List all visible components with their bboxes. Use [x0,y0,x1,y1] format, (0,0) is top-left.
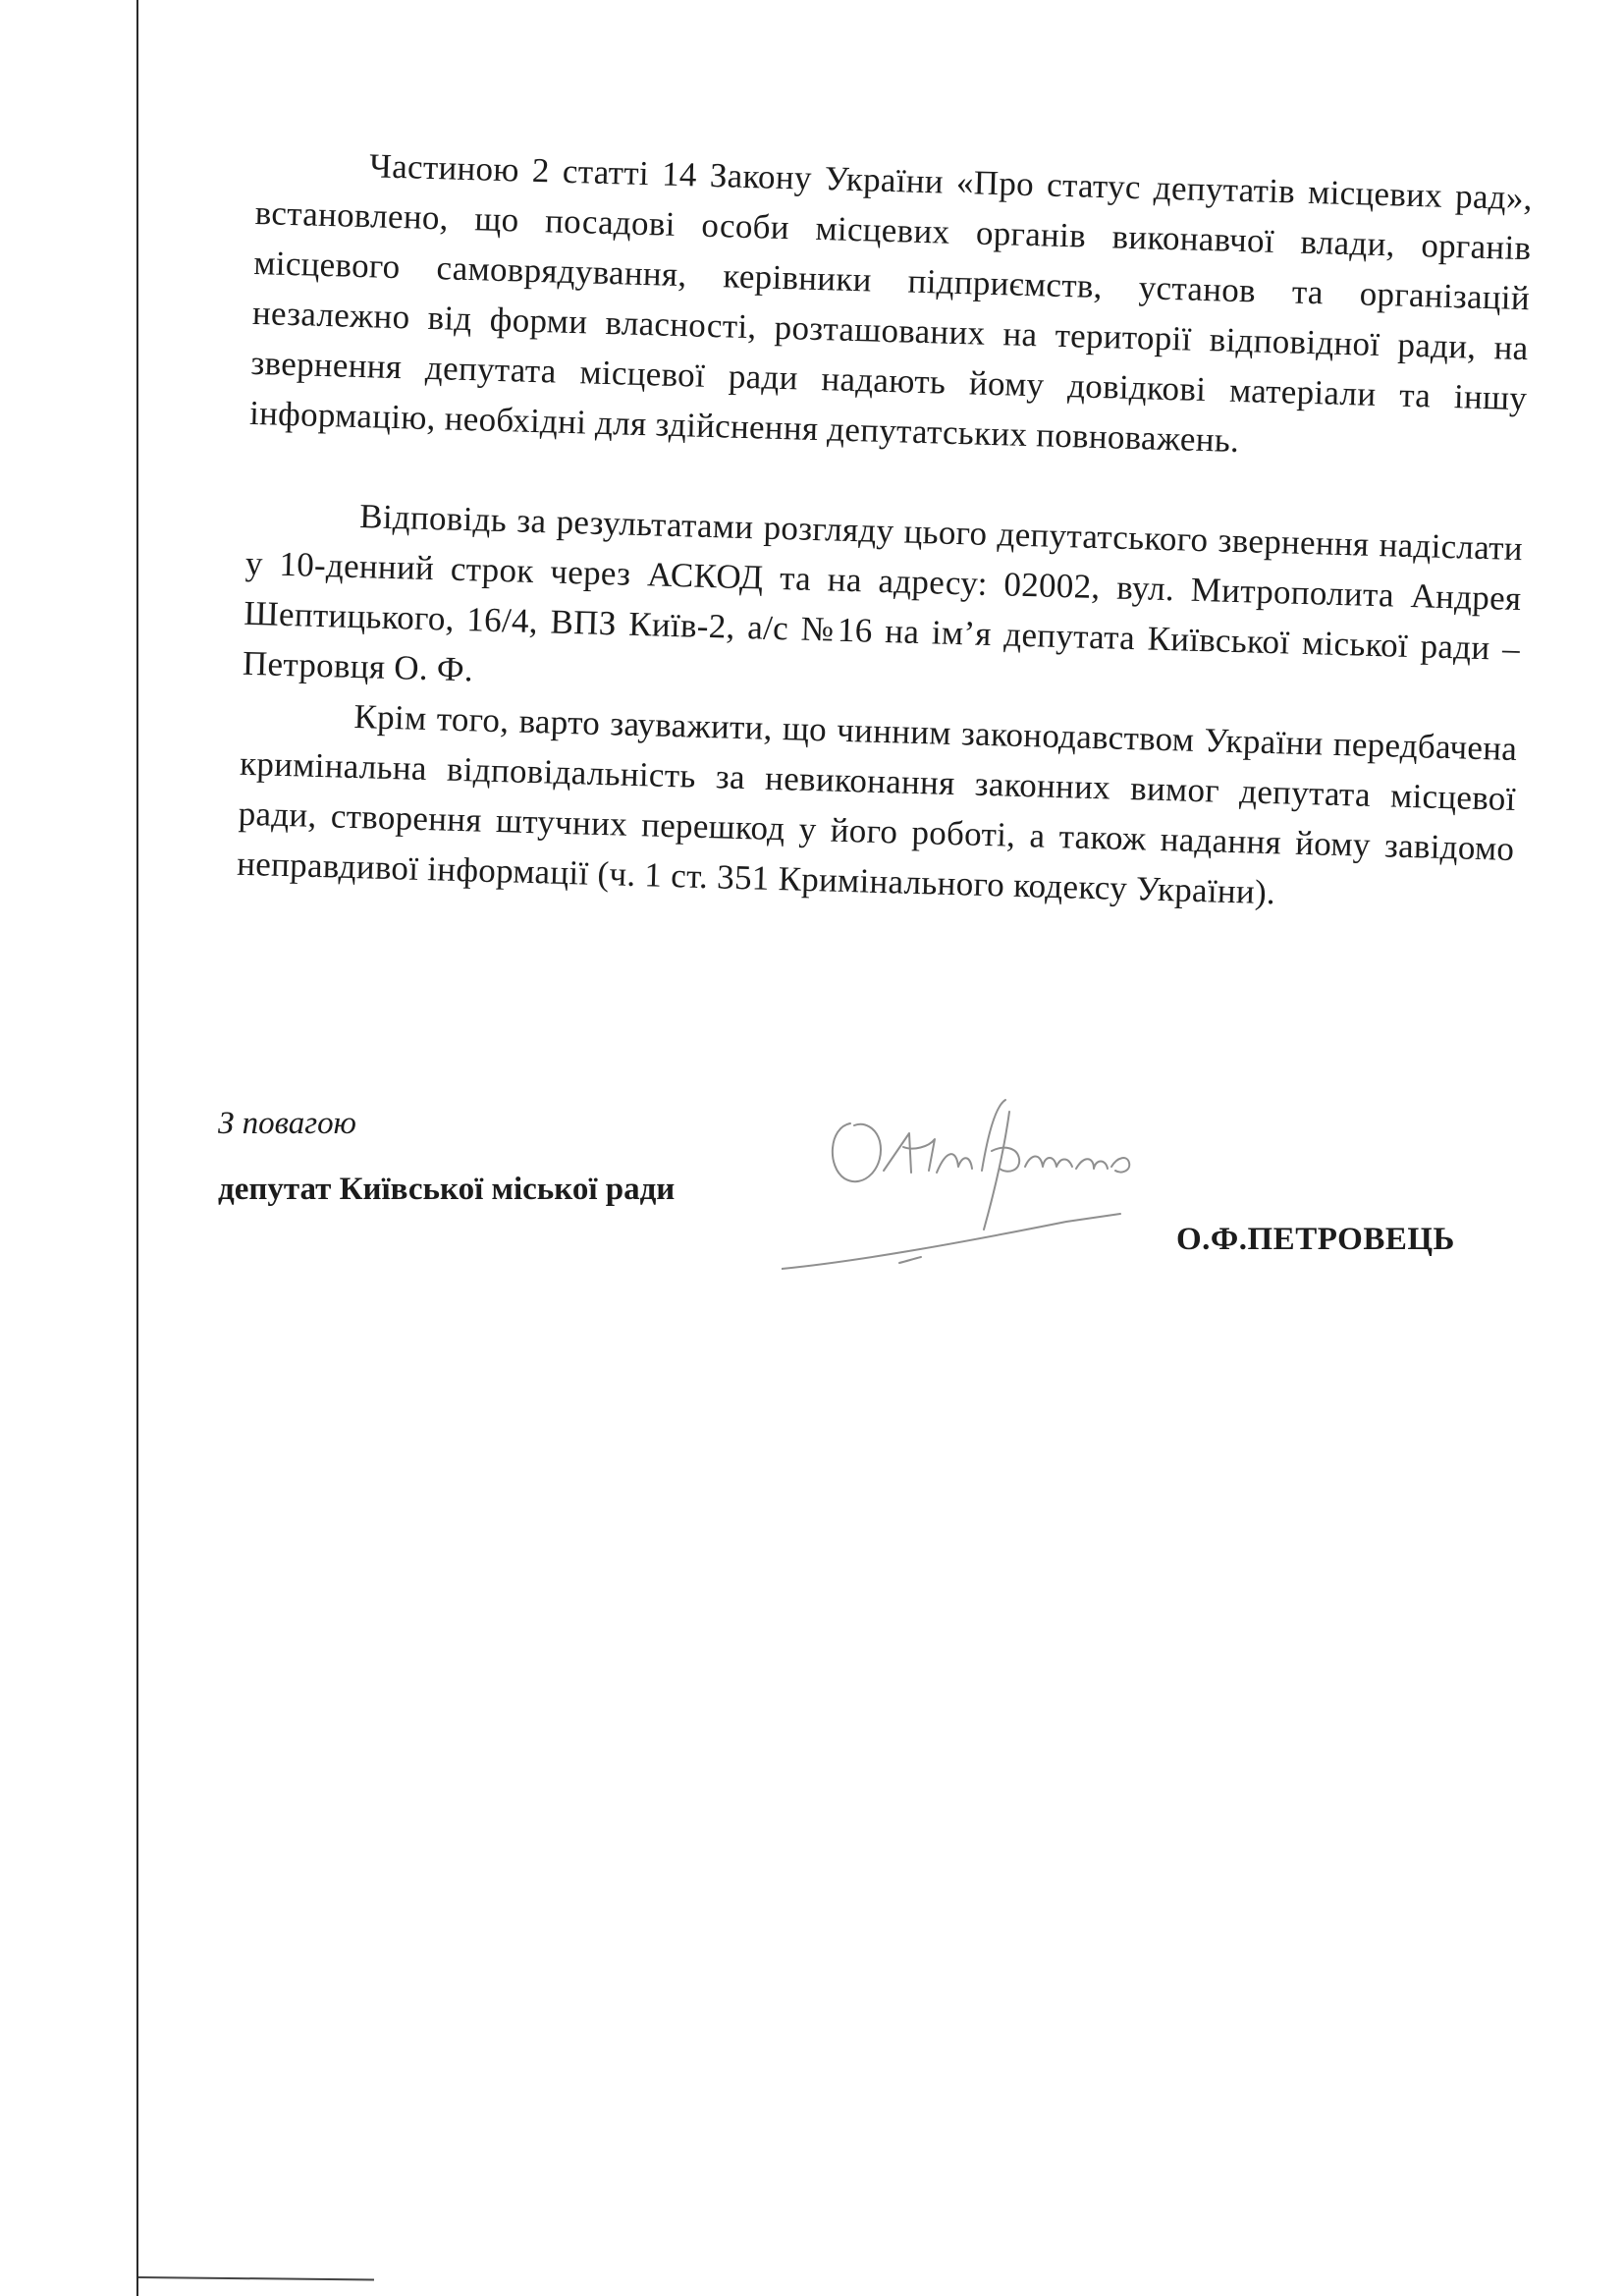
signatory-position: депутат Київської міської ради [218,1172,676,1207]
paragraph-response-request: Відповідь за результатами розгляду цього депутатського звернення надіслати у 10-денний строк через АСКОД та на адресу: 02002, вул. Митрополита Андрея Шептицького, 16/4, ВПЗ Київ-2, а/с №16 на ім’я депутата Київської міської ради – Петровця О. Ф. [242,497,1524,689]
scan-edge-line [136,0,138,2296]
paragraph-legal-basis: Частиною 2 статті 14 Закону України «Про статус депутатів місцевих рад», встановлено, що посадові особи місцевих органів виконавчої влади, органів місцевого самоврядування, керівники підприємств, установ та організацій незалежно від форми власності, розташованих на території відповідної ради, на звернення депутата місцевої ради надають йому довідкові матеріали та іншу інформацію, необхідні для здійснення депутатських повноважень. [248,146,1534,461]
closing-regards: З повагою [218,1106,356,1141]
scan-edge-bottom-line [138,2276,374,2281]
signatory-name: О.Ф.ПЕТРОВЕЦЬ [1176,1222,1455,1257]
handwritten-signature [782,1076,1174,1292]
paragraph-liability-notice: Крім того, варто зауважити, що чинним законодавством України передбачена кримінальна відповідальність за невиконання законних вимог депутата місцевої ради, створення штучних перешкод у його роботі, а також надання йому завідомо неправдивої інформації (ч. 1 ст. 351 Кримінального кодексу України). [236,696,1518,912]
letter-body [237,137,1534,924]
